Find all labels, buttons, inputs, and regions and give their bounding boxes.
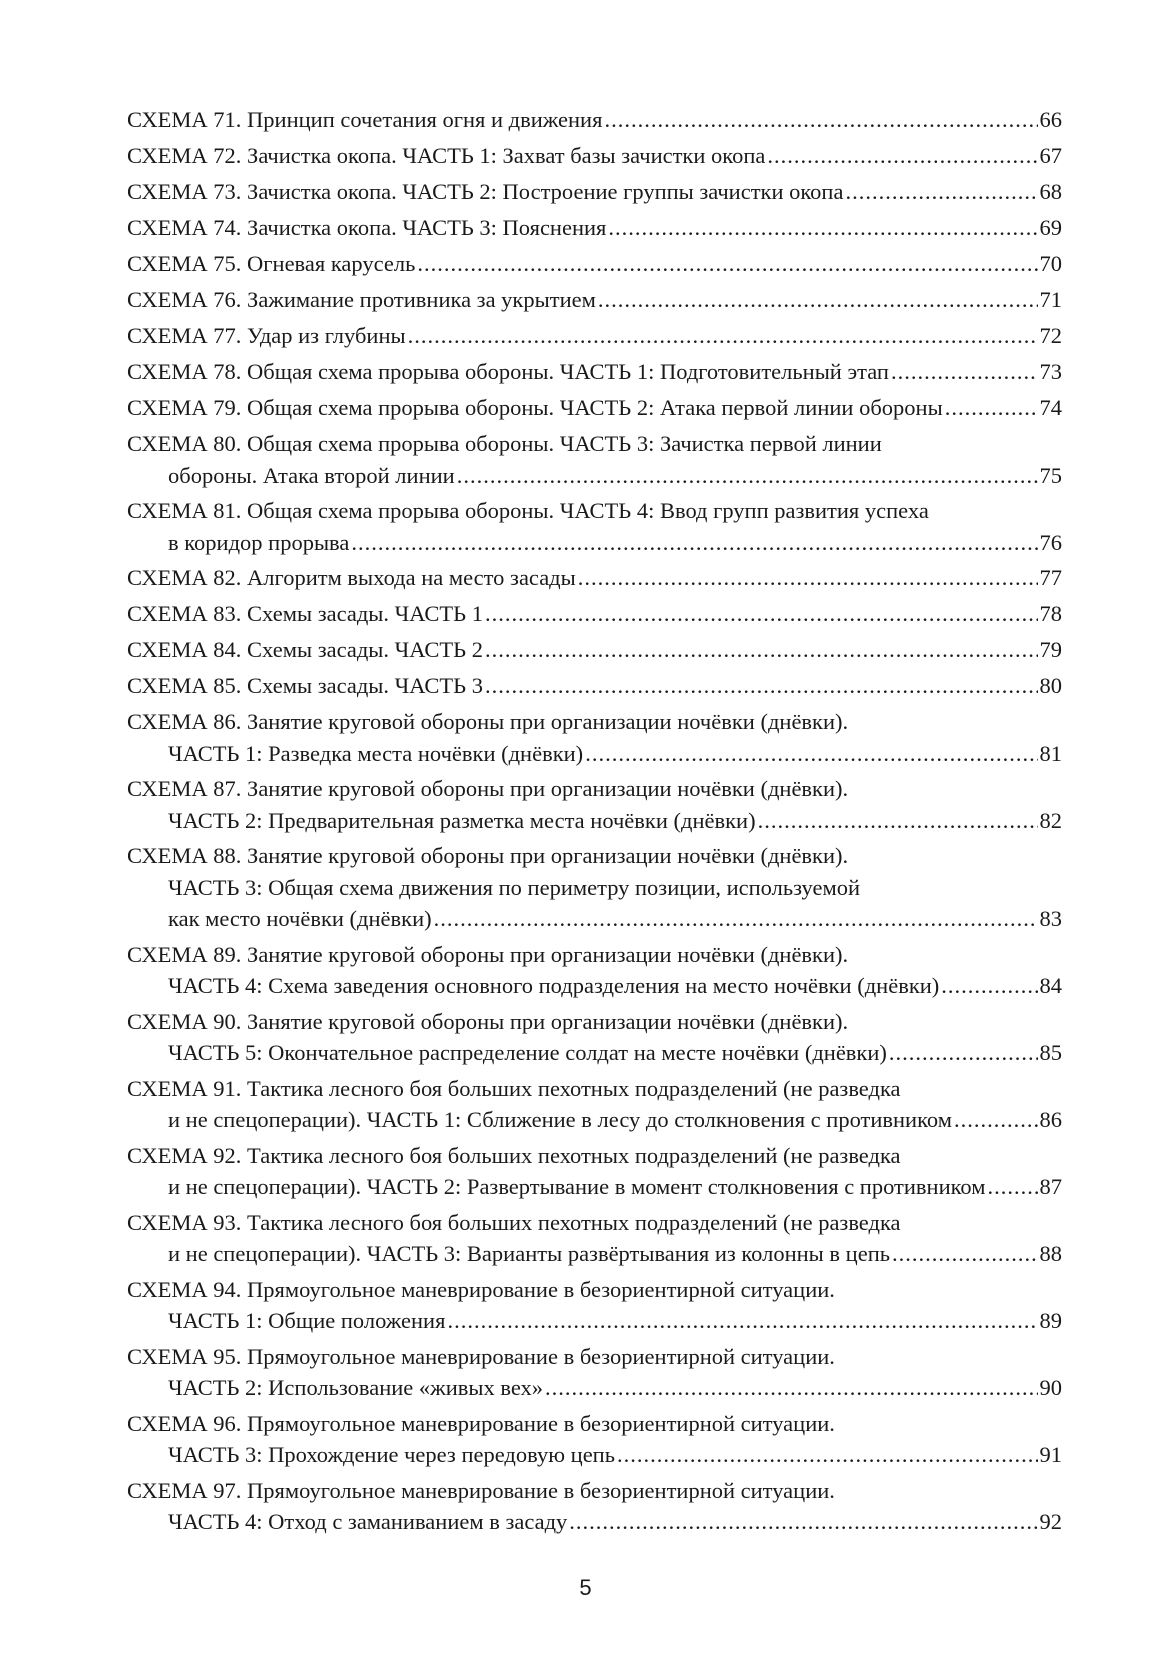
toc-line (127, 903, 1062, 935)
toc-line (127, 939, 1062, 971)
toc-leader-dots (892, 1238, 1038, 1270)
toc-entry-title: СХЕМА 92. Тактика лесного боя больших пехотных подразделений (не разведка (127, 1142, 901, 1168)
toc-line (127, 1207, 1062, 1239)
toc-line (127, 1006, 1062, 1038)
toc-entry-title: и не спецоперации). ЧАСТЬ 3: Варианты развёртывания из колонны в цепь (168, 1241, 890, 1266)
toc-entry-title: ЧАСТЬ 4: Отход с заманиванием в засаду (168, 1509, 568, 1534)
toc-entry (127, 706, 1062, 769)
toc-page-number: 69 (1039, 215, 1062, 240)
toc-entry (127, 495, 1062, 558)
toc-entry-title: СХЕМА 79. Общая схема прорыва обороны. ЧАСТЬ 2: Атака первой линии обороны (127, 395, 943, 420)
toc-page-number: 75 (1039, 462, 1062, 488)
toc-line (127, 356, 1062, 388)
toc-page-number: 76 (1039, 529, 1062, 555)
toc-entry (127, 392, 1062, 424)
toc-page-number: 68 (1039, 179, 1062, 204)
toc-entry-title: СХЕМА 76. Зажимание противника за укрытием (127, 287, 596, 312)
toc-leader-dots (351, 527, 1037, 559)
toc-entry (127, 1274, 1062, 1337)
toc-page-number: 86 (1039, 1107, 1062, 1132)
toc-page-number: 85 (1039, 1040, 1062, 1065)
toc-leader-dots (604, 104, 1037, 136)
toc-line (127, 284, 1062, 316)
toc-leader-dots (954, 1104, 1038, 1136)
toc-entry-title: СХЕМА 88. Занятие круговой обороны при организации ночёвки (днёвки). (127, 843, 849, 868)
toc-entry (127, 1207, 1062, 1270)
toc-line (127, 392, 1062, 424)
toc-entry (127, 562, 1062, 594)
toc-entry-title: СХЕМА 78. Общая схема прорыва обороны. ЧАСТЬ 1: Подготовительный этап (127, 359, 889, 384)
toc-entry (127, 284, 1062, 316)
toc-page-number: 77 (1039, 565, 1062, 590)
toc-page-number: 67 (1039, 143, 1062, 168)
toc-page-number: 90 (1039, 1375, 1062, 1400)
toc-entry-title: СХЕМА 73. Зачистка окопа. ЧАСТЬ 2: Построение группы зачистки окопа (127, 179, 844, 204)
toc-entry (127, 1140, 1062, 1203)
toc-entry-title: СХЕМА 87. Занятие круговой обороны при организации ночёвки (днёвки). (127, 776, 849, 801)
toc-leader-dots (585, 738, 1037, 770)
toc-entry (127, 598, 1062, 630)
toc-entry-title: и не спецоперации). ЧАСТЬ 2: Развертывание в момент столкновения с противником (168, 1174, 986, 1199)
toc-leader-dots (569, 1506, 1037, 1538)
toc-page-number: 80 (1039, 673, 1062, 698)
toc-leader-dots (941, 970, 1037, 1002)
table-of-contents (127, 104, 1062, 1542)
toc-entry-title: ЧАСТЬ 2: Использование «живых вех» (168, 1375, 544, 1400)
toc-entry (127, 248, 1062, 280)
toc-leader-dots (485, 598, 1038, 630)
toc-line (127, 248, 1062, 280)
toc-line (127, 1171, 1062, 1203)
toc-entry-title: ЧАСТЬ 2: Предварительная разметка места ночёвки (днёвки) (168, 807, 756, 833)
toc-page-number: 83 (1039, 906, 1062, 931)
toc-entry-title: обороны. Атака второй линии (168, 462, 455, 488)
toc-page-number: 79 (1039, 637, 1062, 662)
toc-page-number: 72 (1039, 323, 1062, 348)
toc-entry-title: СХЕМА 83. Схемы засады. ЧАСТЬ 1 (127, 601, 483, 626)
toc-entry-title: СХЕМА 95. Прямоугольное маневрирование в безориентирной ситуации. (127, 1343, 835, 1369)
toc-line (127, 872, 1062, 904)
toc-page-number: 89 (1039, 1308, 1062, 1333)
toc-leader-dots (447, 1305, 1037, 1337)
toc-entry-title: СХЕМА 97. Прямоугольное маневрирование в безориентирной ситуации. (127, 1477, 835, 1503)
toc-line (127, 428, 1062, 460)
toc-line (127, 1341, 1062, 1373)
toc-line (127, 773, 1062, 805)
toc-line (127, 562, 1062, 594)
toc-line (127, 805, 1062, 837)
toc-entry-title: СХЕМА 82. Алгоритм выхода на место засады (127, 565, 576, 590)
toc-leader-dots (945, 392, 1038, 424)
toc-entry (127, 356, 1062, 388)
toc-leader-dots (417, 248, 1037, 280)
toc-leader-dots (598, 284, 1038, 316)
toc-line (127, 1104, 1062, 1136)
toc-page-number: 82 (1039, 807, 1062, 833)
toc-line (127, 495, 1062, 527)
toc-line (127, 670, 1062, 702)
toc-entry-title: СХЕМА 80. Общая схема прорыва обороны. ЧАСТЬ 3: Зачистка первой линии (127, 431, 882, 456)
toc-entry (127, 773, 1062, 836)
toc-line (127, 1073, 1062, 1105)
toc-entry (127, 104, 1062, 136)
toc-entry (127, 320, 1062, 352)
toc-leader-dots (485, 670, 1038, 702)
toc-entry (127, 840, 1062, 935)
toc-leader-dots (845, 176, 1037, 208)
toc-page-number: 88 (1039, 1241, 1062, 1266)
toc-page-number: 87 (1039, 1174, 1062, 1199)
toc-entry (127, 1341, 1062, 1404)
toc-leader-dots (434, 903, 1038, 935)
toc-entry-title: СХЕМА 96. Прямоугольное маневрирование в безориентирной ситуации. (127, 1410, 835, 1436)
toc-entry-title: СХЕМА 90. Занятие круговой обороны при организации ночёвки (днёвки). (127, 1008, 849, 1034)
toc-entry (127, 670, 1062, 702)
toc-entry-title: ЧАСТЬ 4: Схема заведения основного подразделения на место ночёвки (днёвки) (168, 973, 940, 998)
toc-entry-title: ЧАСТЬ 5: Окончательное распределение солдат на месте ночёвки (днёвки) (168, 1040, 887, 1065)
toc-line (127, 1475, 1062, 1507)
toc-entry (127, 212, 1062, 244)
toc-line (127, 598, 1062, 630)
toc-line (127, 1372, 1062, 1404)
toc-leader-dots (408, 320, 1038, 352)
toc-line (127, 634, 1062, 666)
toc-line (127, 1305, 1062, 1337)
toc-entry-title: СХЕМА 77. Удар из глубины (127, 323, 406, 348)
toc-entry-title: СХЕМА 89. Занятие круговой обороны при организации ночёвки (днёвки). (127, 941, 849, 967)
toc-entry-title: ЧАСТЬ 1: Общие положения (168, 1308, 446, 1333)
toc-line (127, 140, 1062, 172)
toc-entry (127, 176, 1062, 208)
toc-entry-title: СХЕМА 85. Схемы засады. ЧАСТЬ 3 (127, 673, 483, 698)
toc-entry-title: СХЕМА 71. Принцип сочетания огня и движения (127, 107, 603, 132)
toc-entry-title: как место ночёвки (днёвки) (168, 906, 432, 931)
toc-entry-title: ЧАСТЬ 3: Общая схема движения по периметру позиции, используемой (168, 874, 861, 900)
toc-leader-dots (767, 140, 1037, 172)
toc-leader-dots (889, 1037, 1038, 1069)
toc-line (127, 104, 1062, 136)
toc-entry-title: СХЕМА 74. Зачистка окопа. ЧАСТЬ 3: Пояснения (127, 215, 607, 240)
toc-line (127, 1140, 1062, 1172)
toc-entry (127, 939, 1062, 1002)
toc-line (127, 1408, 1062, 1440)
toc-entry (127, 1475, 1062, 1538)
toc-entry-title: СХЕМА 75. Огневая карусель (127, 251, 416, 276)
toc-entry-title: СХЕМА 86. Занятие круговой обороны при организации ночёвки (днёвки). (127, 709, 849, 734)
toc-leader-dots (891, 356, 1038, 388)
toc-line (127, 460, 1062, 492)
toc-line (127, 1238, 1062, 1270)
toc-entry (127, 1073, 1062, 1136)
toc-page-number: 84 (1039, 973, 1062, 998)
toc-page-number: 91 (1039, 1442, 1062, 1467)
toc-entry-title: СХЕМА 72. Зачистка окопа. ЧАСТЬ 1: Захват базы зачистки окопа (127, 143, 766, 168)
toc-line (127, 738, 1062, 770)
toc-line (127, 1274, 1062, 1306)
toc-entry (127, 428, 1062, 491)
toc-page-number: 81 (1039, 740, 1062, 766)
page-number: 5 (579, 1575, 592, 1600)
toc-leader-dots (987, 1171, 1037, 1203)
toc-page-number: 70 (1039, 251, 1062, 276)
toc-leader-dots (545, 1372, 1037, 1404)
toc-entry (127, 140, 1062, 172)
toc-entry (127, 634, 1062, 666)
toc-leader-dots (457, 460, 1038, 492)
toc-leader-dots (485, 634, 1038, 666)
toc-line (127, 1506, 1062, 1538)
toc-leader-dots (758, 805, 1038, 837)
toc-entry-title: СХЕМА 93. Тактика лесного боя больших пехотных подразделений (не разведка (127, 1209, 901, 1235)
toc-line (127, 1439, 1062, 1471)
toc-leader-dots (578, 562, 1038, 594)
toc-page-number: 78 (1039, 601, 1062, 626)
toc-line (127, 212, 1062, 244)
toc-entry-title: ЧАСТЬ 1: Разведка места ночёвки (днёвки) (168, 740, 584, 766)
toc-line (127, 320, 1062, 352)
toc-line (127, 706, 1062, 738)
toc-entry-title: и не спецоперации). ЧАСТЬ 1: Сближение в лесу до столкновения с противником (168, 1107, 952, 1132)
toc-entry-title: СХЕМА 84. Схемы засады. ЧАСТЬ 2 (127, 637, 483, 662)
toc-leader-dots (608, 212, 1037, 244)
toc-leader-dots (617, 1439, 1038, 1471)
toc-entry-title: СХЕМА 91. Тактика лесного боя больших пехотных подразделений (не разведка (127, 1075, 901, 1101)
toc-entry-title: в коридор прорыва (168, 529, 350, 555)
toc-line (127, 176, 1062, 208)
toc-line (127, 840, 1062, 872)
toc-entry-title: СХЕМА 94. Прямоугольное маневрирование в безориентирной ситуации. (127, 1276, 835, 1302)
toc-entry-title: ЧАСТЬ 3: Прохождение через передовую цепь (168, 1442, 615, 1467)
toc-entry (127, 1408, 1062, 1471)
toc-line (127, 1037, 1062, 1069)
toc-page-number: 74 (1039, 395, 1062, 420)
toc-page-number: 66 (1039, 107, 1062, 132)
toc-entry (127, 1006, 1062, 1069)
toc-line (127, 970, 1062, 1002)
toc-page-number: 71 (1039, 287, 1062, 312)
toc-page-number: 73 (1039, 359, 1062, 384)
toc-entry-title: СХЕМА 81. Общая схема прорыва обороны. ЧАСТЬ 4: Ввод групп развития успеха (127, 498, 929, 523)
toc-line (127, 527, 1062, 559)
toc-page-number: 92 (1039, 1509, 1062, 1534)
